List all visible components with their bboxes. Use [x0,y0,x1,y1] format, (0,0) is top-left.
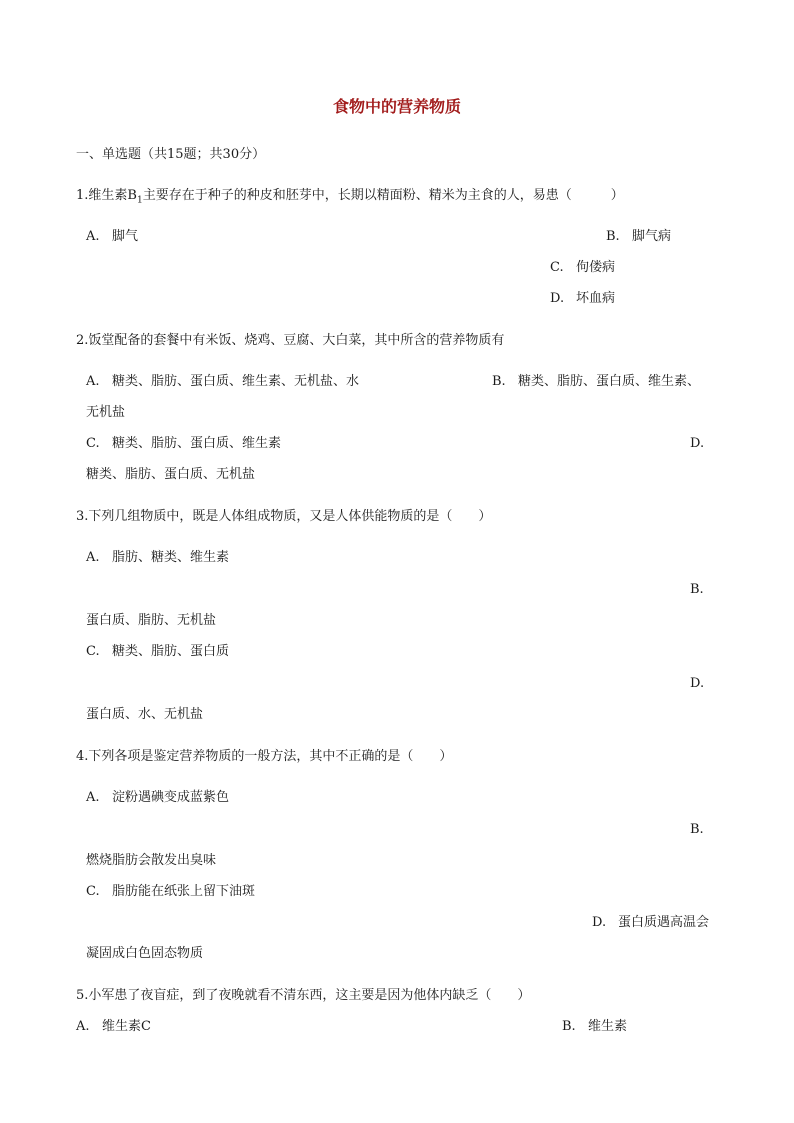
q2-option-b[interactable]: B. 糖类、脂肪、蛋白质、维生素、 [492,374,701,389]
q2-option-d[interactable]: D. [690,436,705,451]
q1-option-c[interactable]: C. 佝偻病 [550,260,616,275]
q1-option-d[interactable]: D. 坏血病 [550,291,616,306]
question-4-stem: 4.下列各项是鉴定营养物质的一般方法，其中不正确的是（ ） [76,749,453,764]
q1-option-a[interactable]: A. 脚气 [86,229,139,244]
q4-option-a[interactable]: A. 淀粉遇碘变成蓝紫色 [86,790,230,805]
q4-option-b[interactable]: B. [690,822,704,837]
q5-option-b[interactable]: B. 维生素 [562,1019,628,1034]
question-5-stem: 5.小军患了夜盲症，到了夜晚就看不清东西，这主要是因为他体内缺乏（ ） [76,988,531,1003]
q4-option-d-continued: 凝固成白色固态物质 [86,946,204,961]
q3-option-d-text: 蛋白质、水、无机盐 [86,707,204,722]
section-heading: 一、单选题（共15题；共30分） [76,147,266,162]
question-2-stem: 2.饭堂配备的套餐中有米饭、烧鸡、豆腐、大白菜，其中所含的营养物质有 [76,333,505,348]
page-title: 食物中的营养物质 [332,97,461,116]
q3-option-c[interactable]: C. 糖类、脂肪、蛋白质 [86,644,230,659]
q5-option-a[interactable]: A. 维生素C [76,1019,151,1034]
question-1-stem: 1.维生素$B_1$主要存在于种子的种皮和胚芽中，长期以精面粉、精米为主食的人，易患（ ） [76,188,624,206]
q4-option-c[interactable]: C. 脂肪能在纸张上留下油斑 [86,884,256,899]
q3-option-b[interactable]: B. [690,582,704,597]
question-3-stem: 3.下列几组物质中，既是人体组成物质，又是人体供能物质的是（ ） [76,509,492,524]
q2-option-d-text: 糖类、脂肪、蛋白质、无机盐 [86,467,256,482]
q3-option-d[interactable]: D. [690,676,705,691]
q2-option-b-continued: 无机盐 [86,405,126,420]
q3-option-b-text: 蛋白质、脂肪、无机盐 [86,613,217,628]
q4-option-b-text: 燃烧脂肪会散发出臭味 [86,853,217,868]
q1-option-b[interactable]: B. 脚气病 [606,229,672,244]
q3-option-a[interactable]: A. 脂肪、糖类、维生素 [86,550,230,565]
q2-option-a[interactable]: A. 糖类、脂肪、蛋白质、维生素、无机盐、水 [86,374,360,389]
q2-option-c[interactable]: C. 糖类、脂肪、蛋白质、维生素 [86,436,282,451]
q4-option-d[interactable]: D. 蛋白质遇高温会 [592,915,710,930]
